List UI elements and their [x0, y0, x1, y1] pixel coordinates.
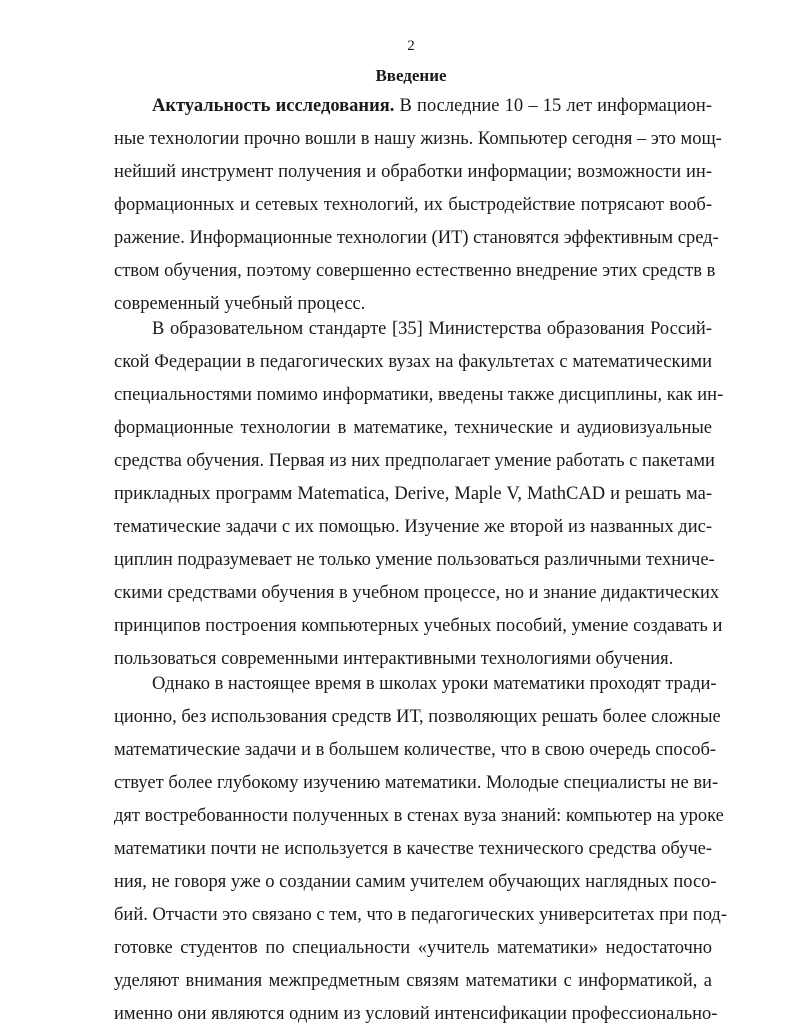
paragraph-2-line-9: скими средствами обучения в учебном процессе, но и знание дидактических [114, 583, 720, 603]
paragraph-1-line-5: ражение. Информационные технологии (ИТ) становятся эффективным сред- [114, 228, 719, 248]
paragraph-3-line-3: математические задачи и в большем количестве, что в свою очередь способ- [114, 740, 717, 760]
paragraph-2-line-6: прикладных программ Matematica, Derive, Maple V, MathCAD и решать ма- [114, 484, 712, 504]
paragraph-3-line-4: ствует более глубокому изучению математики. Молодые специалисты не ви- [114, 773, 719, 793]
paragraph-2-line-5: средства обучения. Первая из них предполагает умение работать с пакетами [114, 451, 715, 471]
paragraph-3-line-6: математики почти не используется в качестве технического средства обуче- [114, 839, 712, 859]
paragraph-3-line-5: дят востребованности полученных в стенах вуза знаний: компьютер на уроке [114, 806, 724, 826]
paragraph-3-line-9: готовке студентов по специальности «учитель математики» недостаточно [114, 938, 712, 958]
paragraph-2-line-7: тематические задачи с их помощью. Изучение же второй из названных дис- [114, 517, 712, 537]
paragraph-2-line-2: ской Федерации в педагогических вузах на факультетах с математическими [114, 352, 712, 372]
paragraph-3-line-10: уделяют внимания межпредметным связям математики с информатикой, а [114, 971, 712, 991]
paragraph-3-line-2: ционно, без использования средств ИТ, позволяющих решать более сложные [114, 707, 721, 727]
paragraph-1-line-6: ством обучения, поэтому совершенно естественно внедрение этих средств в [114, 261, 716, 281]
paragraph-2-line-11: пользоваться современными интерактивными технологиями обучения. [114, 649, 674, 669]
page-number: 2 [407, 38, 415, 54]
paragraph-1-line-2: ные технологии прочно вошли в нашу жизнь. Компьютер сегодня – это мощ- [114, 129, 722, 149]
paragraph-1-line-1 [152, 95, 712, 117]
section-heading: Введение [375, 66, 447, 85]
paragraph-1-line-1-text: В последние 10 – 15 лет информацион- [394, 96, 712, 116]
paragraph-1-line-7: современный учебный процесс. [114, 294, 366, 314]
paragraph-2-line-1: В образовательном стандарте [35] Министерства образования Россий- [152, 319, 712, 339]
paragraph-3-line-11: именно они являются одним из условий интенсификации профессионально- [114, 1004, 718, 1024]
paragraph-2-line-4: формационные технологии в математике, технические и аудиовизуальные [114, 418, 712, 438]
paragraph-2-line-3: специальностями помимо информатики, введены также дисциплины, как ин- [114, 385, 724, 405]
paragraph-2-line-10: принципов построения компьютерных учебных пособий, умение создавать и [114, 616, 723, 636]
paragraph-3-line-8: бий. Отчасти это связано с тем, что в педагогических университетах при под- [114, 905, 727, 925]
paragraph-3-line-7: ния, не говоря уже о создании самим учителем обучающих наглядных посо- [114, 872, 717, 892]
paragraph-1-lead: Актуальность исследования. [152, 96, 395, 116]
paragraph-3-line-1: Однако в настоящее время в школах уроки математики проходят тради- [152, 674, 717, 694]
paragraph-2-line-8: циплин подразумевает не только умение пользоваться различными техниче- [114, 550, 715, 570]
paragraph-1-line-4: формационных и сетевых технологий, их быстродействие потрясают вооб- [114, 195, 712, 215]
paragraph-1-line-3: нейший инструмент получения и обработки информации; возможности ин- [114, 162, 712, 182]
